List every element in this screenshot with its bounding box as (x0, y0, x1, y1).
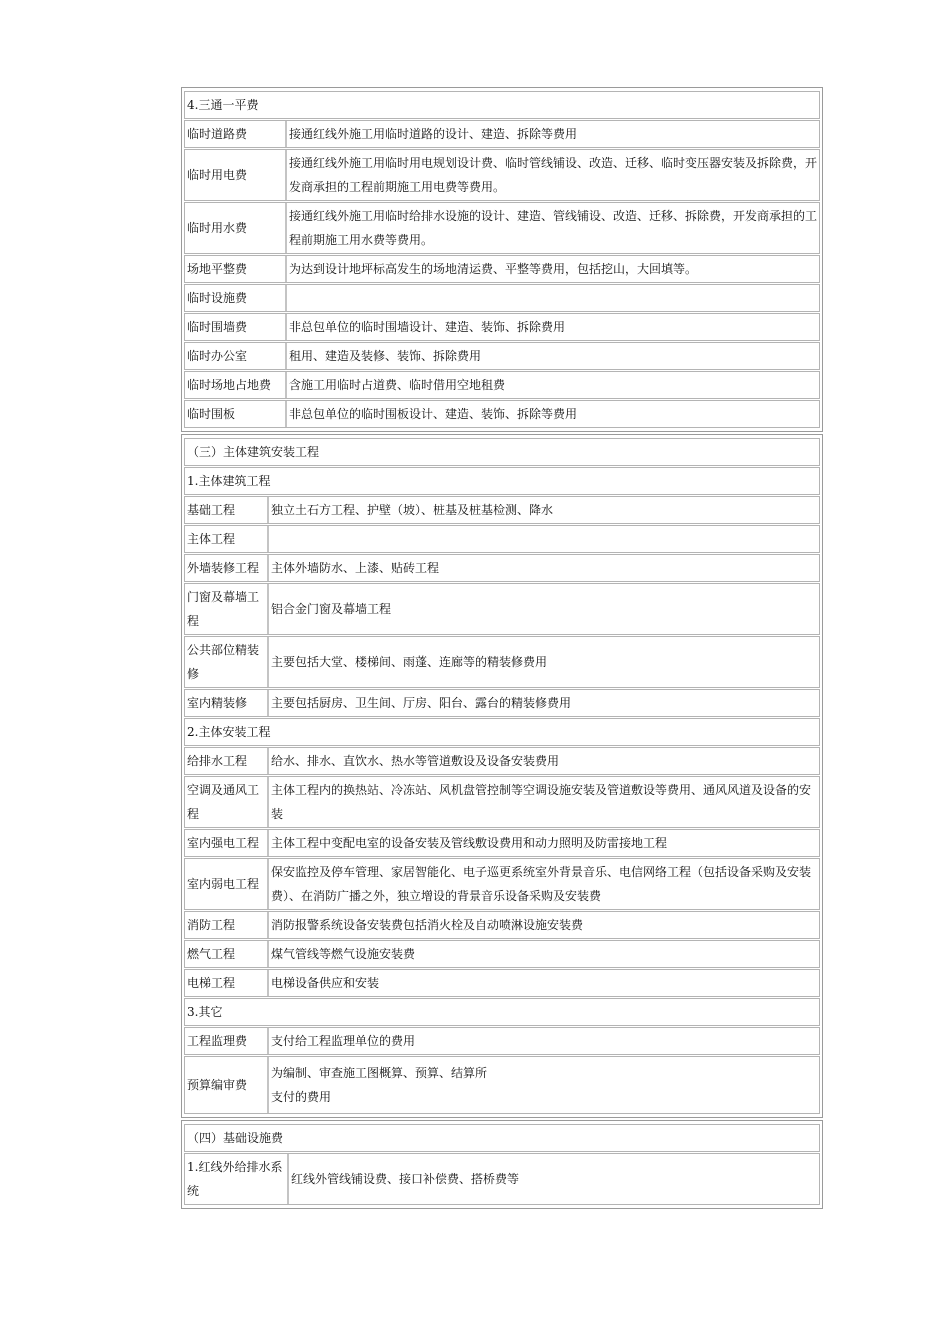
table-row (184, 496, 820, 524)
item-desc: 主体外墙防水、上漆、贴砖工程 (271, 561, 440, 575)
subsection-heading: 2.主体安装工程 (187, 725, 271, 739)
item-desc: 接通红线外施工用临时道路的设计、建造、拆除等费用 (289, 127, 578, 141)
item-desc (287, 285, 819, 311)
item-label: 预算编审费 (185, 1057, 269, 1113)
subsection-heading-row (184, 998, 820, 1026)
item-label: 电梯工程 (185, 970, 269, 996)
section-heading-row (184, 438, 820, 466)
item-desc: 电梯设备供应和安装 (271, 976, 380, 990)
item-label: 给排水工程 (185, 748, 269, 774)
item-label: 空调及通风工程 (185, 777, 269, 827)
table-row (184, 583, 820, 635)
item-label: 临时道路费 (185, 121, 287, 147)
item-desc-line: 为编制、审查施工图概算、预算、结算所 (271, 1066, 488, 1080)
item-desc: 主体工程内的换热站、冷冻站、风机盘管控制等空调设施安装及管道敷设等费用、通风风道及设备的安装 (271, 783, 812, 821)
table-row (184, 284, 820, 312)
table-row (184, 149, 820, 201)
item-label: 工程监理费 (185, 1028, 269, 1054)
table-row (184, 940, 820, 968)
item-label: 临时用电费 (185, 150, 287, 200)
item-label: 临时设施费 (185, 285, 287, 311)
item-label: 消防工程 (185, 912, 269, 938)
table-row (184, 400, 820, 428)
item-desc: 红线外管线铺设费、接口补偿费、搭桥费等 (291, 1172, 520, 1186)
item-label: 临时围板 (185, 401, 287, 427)
item-label: 基础工程 (185, 497, 269, 523)
table-row (184, 255, 820, 283)
table-row (184, 969, 820, 997)
item-label: 外墙装修工程 (185, 555, 269, 581)
item-desc: 主要包括大堂、楼梯间、雨蓬、连廊等的精装修费用 (271, 655, 548, 669)
table-row (184, 911, 820, 939)
subsection-heading: 1.主体建筑工程 (187, 474, 271, 488)
table-row (184, 120, 820, 148)
item-desc (269, 1057, 819, 1113)
table-row (184, 776, 820, 828)
table-row (184, 554, 820, 582)
section-heading-row (184, 91, 820, 119)
table-row (184, 1153, 820, 1205)
item-desc: 给水、排水、直饮水、热水等管道敷设及设备安装费用 (271, 754, 560, 768)
table-row (184, 858, 820, 910)
subsection-heading-row (184, 467, 820, 495)
item-desc: 非总包单位的临时围墙设计、建造、装饰、拆除费用 (289, 320, 566, 334)
table-row (184, 689, 820, 717)
item-desc: 主要包括厨房、卫生间、厅房、阳台、露台的精装修费用 (271, 696, 572, 710)
item-label: 公共部位精装修 (185, 637, 269, 687)
section-infrastructure (181, 1120, 823, 1209)
section-main-construction (181, 434, 823, 1118)
section-three-connections (181, 87, 823, 432)
item-desc: 接通红线外施工用临时用电规划设计费、临时管线铺设、改造、迁移、临时变压器安装及拆除费，开发商承担的工程前期施工用电费等费用。 (289, 156, 818, 194)
table-row (184, 371, 820, 399)
item-desc: 煤气管线等燃气设施安装费 (271, 947, 416, 961)
section-heading: 4.三通一平费 (187, 98, 259, 112)
item-desc: 独立土石方工程、护壁（坡）、桩基及桩基检测、降水 (271, 503, 554, 517)
item-desc: 主体工程中变配电室的设备安装及管线敷设费用和动力照明及防雷接地工程 (271, 836, 668, 850)
table-row (184, 313, 820, 341)
item-desc: 铝合金门窗及幕墙工程 (271, 602, 392, 616)
subsection-heading-row (184, 718, 820, 746)
item-label: 临时围墙费 (185, 314, 287, 340)
item-desc: 租用、建造及装修、装饰、拆除费用 (289, 349, 482, 363)
item-label: 室内精装修 (185, 690, 269, 716)
section-heading-row (184, 1124, 820, 1152)
item-desc: 消防报警系统设备安装费包括消火栓及自动喷淋设施安装费 (271, 918, 584, 932)
subsection-heading: 3.其它 (187, 1005, 223, 1019)
table-row (184, 1027, 820, 1055)
item-desc: 接通红线外施工用临时给排水设施的设计、建造、管线铺设、改造、迁移、拆除费，开发商承担的工程前期施工用水费等费用。 (289, 209, 818, 247)
item-label: 室内弱电工程 (185, 859, 269, 909)
item-desc: 支付给工程监理单位的费用 (271, 1034, 416, 1048)
item-label: 室内强电工程 (185, 830, 269, 856)
item-desc: 含施工用临时占道费、临时借用空地租费 (289, 378, 506, 392)
item-label: 临时用水费 (185, 203, 287, 253)
cost-table (181, 87, 823, 1211)
item-label: 1.红线外给排水系统 (185, 1154, 289, 1204)
item-desc (269, 526, 819, 552)
table-row (184, 747, 820, 775)
item-label: 燃气工程 (185, 941, 269, 967)
table-row (184, 636, 820, 688)
item-desc: 非总包单位的临时围板设计、建造、装饰、拆除等费用 (289, 407, 578, 421)
item-desc-line: 支付的费用 (271, 1090, 332, 1104)
item-label: 门窗及幕墙工程 (185, 584, 269, 634)
section-heading: （三）主体建筑安装工程 (187, 445, 320, 459)
item-label: 临时办公室 (185, 343, 287, 369)
table-row (184, 525, 820, 553)
table-row (184, 342, 820, 370)
table-row (184, 202, 820, 254)
item-label: 场地平整费 (185, 256, 287, 282)
item-label: 临时场地占地费 (185, 372, 287, 398)
table-row (184, 1056, 820, 1114)
table-row (184, 829, 820, 857)
item-desc: 保安监控及停车管理、家居智能化、电子巡更系统室外背景音乐、电信网络工程（包括设备采购及安装费）、在消防广播之外，独立增设的背景音乐设备采购及安装费 (271, 865, 812, 903)
section-heading: （四）基础设施费 (187, 1131, 284, 1145)
item-desc: 为达到设计地坪标高发生的场地清运费、平整等费用，包括挖山，大回填等。 (289, 262, 698, 276)
item-label: 主体工程 (185, 526, 269, 552)
